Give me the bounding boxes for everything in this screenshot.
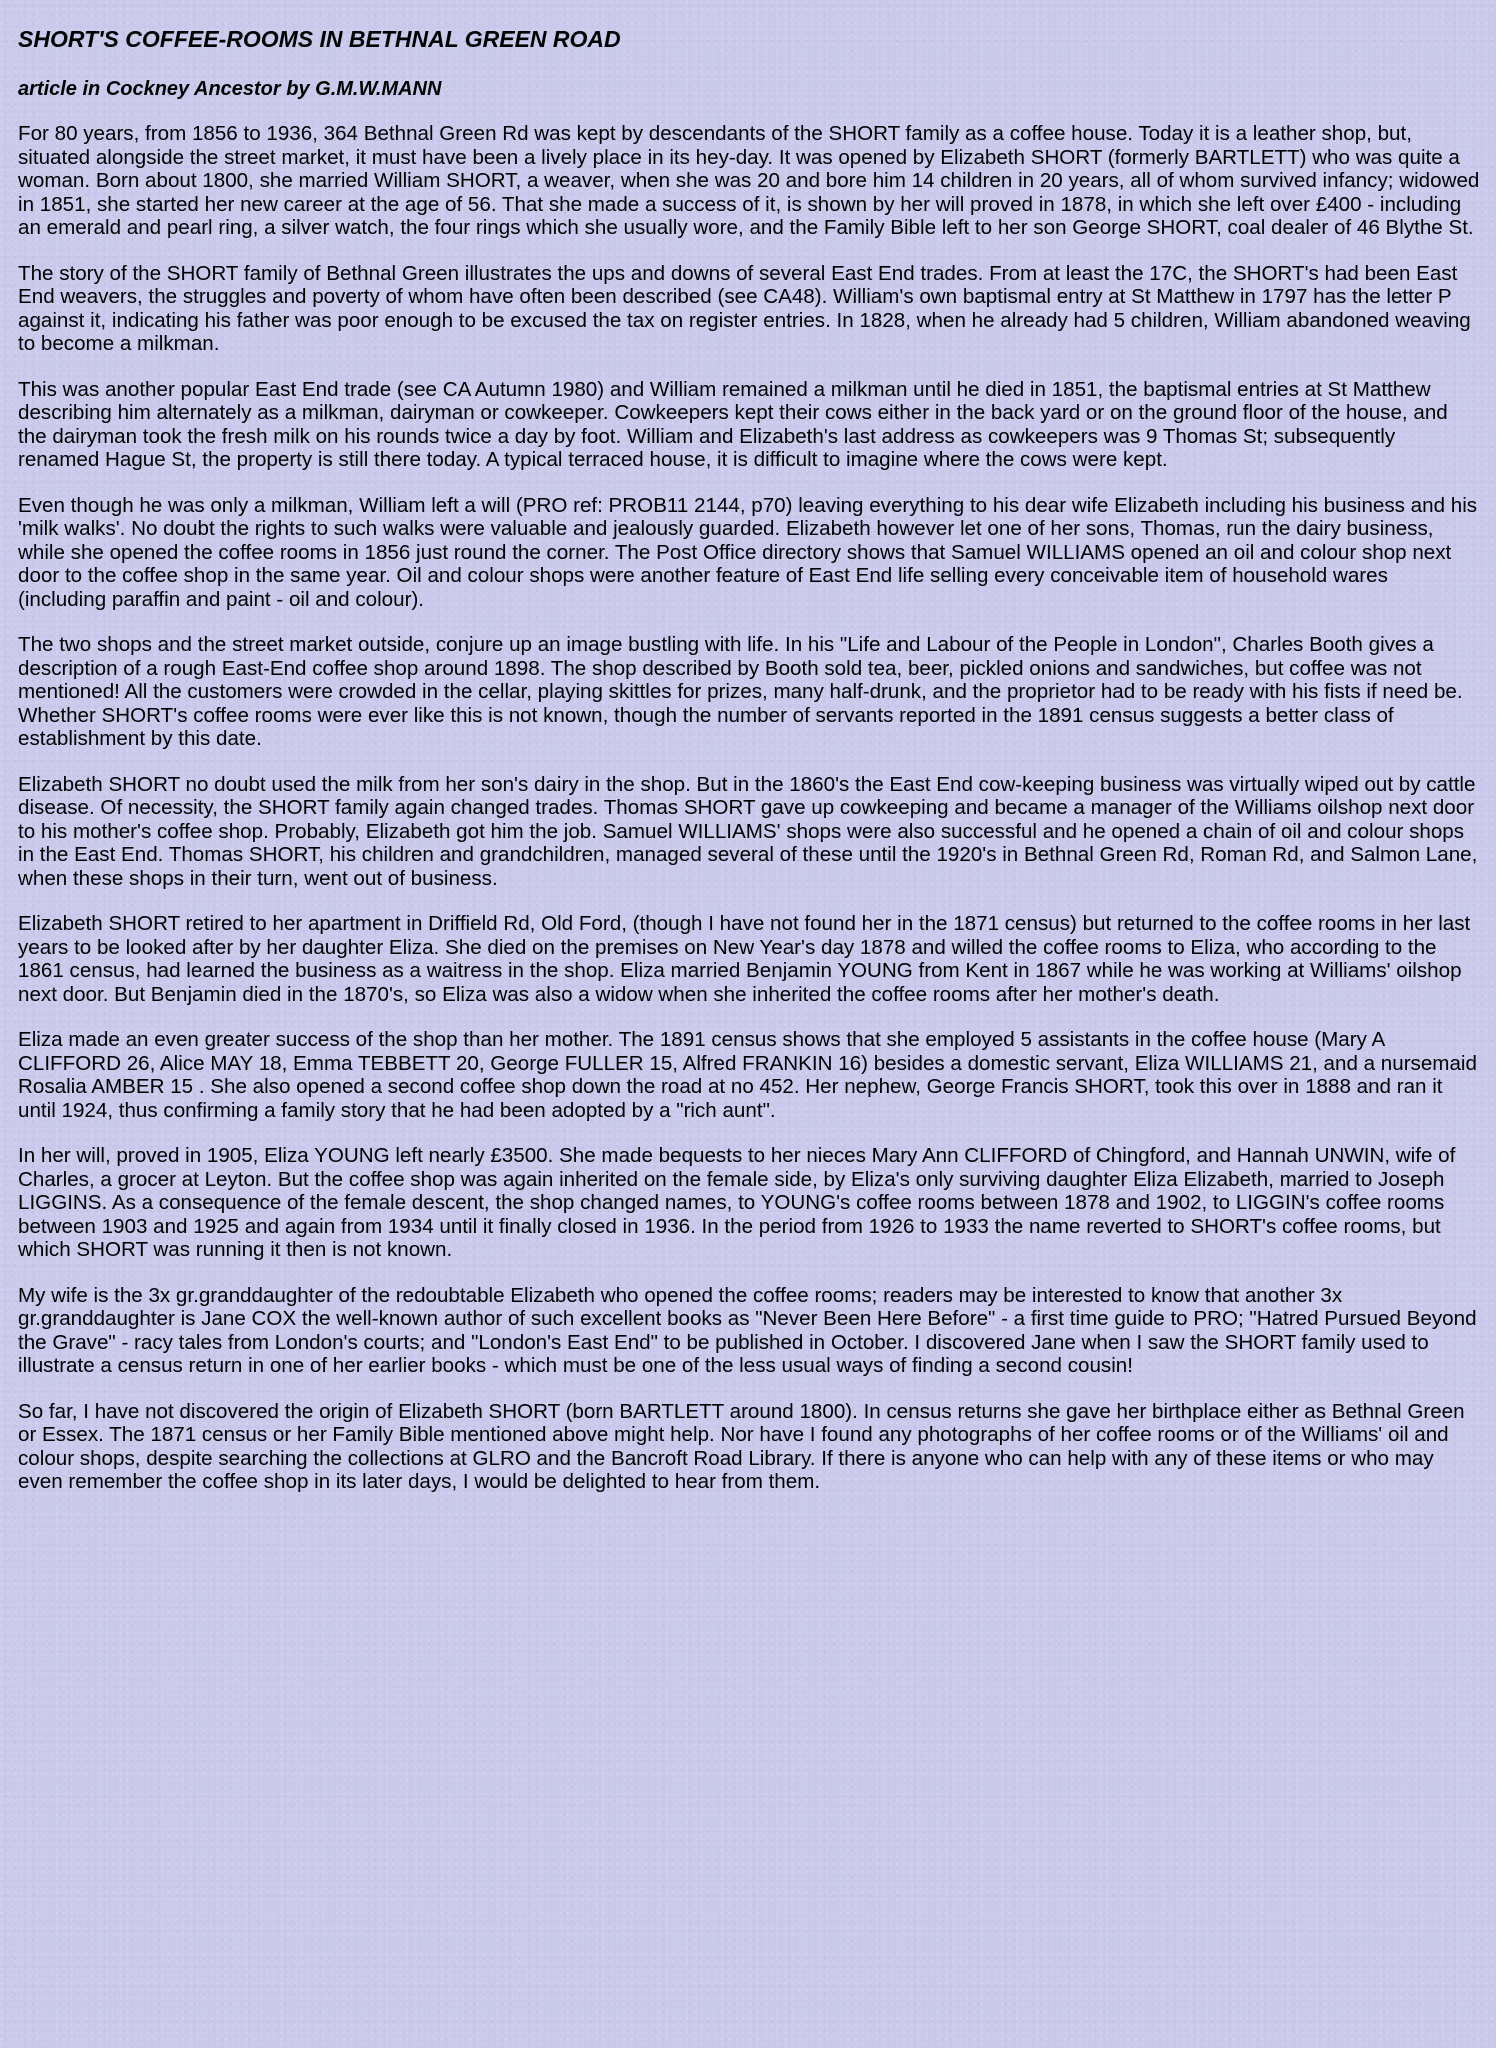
article	[18, 20, 1480, 1494]
article-paragraph: The story of the SHORT family of Bethnal Green illustrates the ups and downs of several East End trades. From at least the 17C, the SHORT's had been East End weavers, the struggles and poverty of whom have often been described (see CA48). William's own baptismal entry at St Matthew in 1797 has the letter P against it, indicating his father was poor enough to be excused the tax on register entries. In 1828, when he already had 5 children, William abandoned weaving to become a milkman.	[18, 261, 1471, 355]
article-paragraph: For 80 years, from 1856 to 1936, 364 Bethnal Green Rd was kept by descendants of the SHORT family as a coffee house. Today it is a leather shop, but, situated alongside the street market, it must have been a lively place in its hey-day. It was opened by Elizabeth SHORT (formerly BARTLETT) who was quite a woman. Born about 1800, she married William SHORT, a weaver, when she was 20 and bore him 14 children in 20 years, all of whom survived infancy; widowed in 1851, she started her new career at the age of 56. That she made a success of it, is shown by her will proved in 1878, in which she left over £400 - including an emerald and pearl ring, a silver watch, the four rings which she usually wore, and the Family Bible left to her son George SHORT, coal dealer of 46 Blythe St.	[18, 122, 1480, 239]
article-paragraph: So far, I have not discovered the origin of Elizabeth SHORT (born BARTLETT around 1800). In census returns she gave her birthplace either as Bethnal Green or Essex. The 1871 census or her Family Bible mentioned above might help. Nor have I found any photographs of her coffee rooms or of the Williams' oil and colour shops, despite searching the collections at GLRO and the Bancroft Road Library. If there is anyone who can help with any of these items or who may even remember the coffee shop in its later days, I would be delighted to hear from them.	[18, 1399, 1465, 1493]
article-paragraph: Even though he was only a milkman, William left a will (PRO ref: PROB11 2144, p70) leaving everything to his dear wife Elizabeth including his business and his 'milk walks'. No doubt the rights to such walks were valuable and jealously guarded. Elizabeth however let one of her sons, Thomas, run the dairy business, while she opened the coffee rooms in 1856 just round the corner. The Post Office directory shows that Samuel WILLIAMS opened an oil and colour shop next door to the coffee shop in the same year. Oil and colour shops were another feature of East End life selling every conceivable item of household wares (including paraffin and paint - oil and colour).	[18, 493, 1478, 611]
article-paragraph: This was another popular East End trade (see CA Autumn 1980) and William remained a milkman until he died in 1851, the baptismal entries at St Matthew describing him alternately as a milkman, dairyman or cowkeeper. Cowkeepers kept their cows either in the back yard or on the ground floor of the house, and the dairyman took the fresh milk on his rounds twice a day by foot. William and Elizabeth's last address as cowkeepers was 9 Thomas St; subsequently renamed Hague St, the property is still there today. A typical terraced house, it is difficult to imagine where the cows were kept.	[18, 377, 1448, 471]
article-paragraph: The two shops and the street market outside, conjure up an image bustling with life. In his "Life and Labour of the People in London", Charles Booth gives a description of a rough East-End coffee shop around 1898. The shop described by Booth sold tea, beer, pickled onions and sandwiches, but coffee was not mentioned! All the customers were crowded in the cellar, playing skittles for prizes, many half-drunk, and the proprietor had to be ready with his fists if need be. Whether SHORT's coffee rooms were ever like this is not known, though the number of servants reported in the 1891 census suggests a better class of establishment by this date.	[18, 633, 1463, 750]
article-paragraph: In her will, proved in 1905, Eliza YOUNG left nearly £3500. She made bequests to her nieces Mary Ann CLIFFORD of Chingford, and Hannah UNWIN, wife of Charles, a grocer at Leyton. But the coffee shop was again inherited on the female side, by Eliza's only surviving daughter Eliza Elizabeth, married to Joseph LIGGINS. As a consequence of the female descent, the shop changed names, to YOUNG's coffee rooms between 1878 and 1902, to LIGGIN's coffee rooms between 1903 and 1925 and again from 1934 until it finally closed in 1936. In the period from 1926 to 1933 the name reverted to SHORT's coffee rooms, but which SHORT was running it then is not known.	[18, 1144, 1456, 1261]
article-byline: article in Cockney Ancestor by G.M.W.MANN	[18, 78, 442, 100]
article-title: SHORT'S COFFEE-ROOMS IN BETHNAL GREEN ROAD	[18, 26, 621, 52]
article-paragraph: My wife is the 3x gr.granddaughter of the redoubtable Elizabeth who opened the coffee rooms; readers may be interested to know that another 3x gr.granddaughter is Jane COX the well-known author of such excellent books as "Never Been Here Before" - a first time guide to PRO; "Hatred Pursued Beyond the Grave" - racy tales from London's courts; and "London's East End" to be published in October. I discovered Jane when I saw the SHORT family used to illustrate a census return in one of her earlier books - which must be one of the less usual ways of finding a second cousin!	[18, 1283, 1477, 1377]
article-paragraph: Elizabeth SHORT retired to her apartment in Driffield Rd, Old Ford, (though I have not found her in the 1871 census) but returned to the coffee rooms in her last years to be looked after by her daughter Eliza. She died on the premises on New Year's day 1878 and willed the coffee rooms to Eliza, who according to the 1861 census, had learned the business as a waitress in the shop. Eliza married Benjamin YOUNG from Kent in 1867 while he was working at Williams' oilshop next door. But Benjamin died in the 1870's, so Eliza was also a widow when she inherited the coffee rooms after her mother's death.	[18, 912, 1471, 1006]
article-paragraph: Elizabeth SHORT no doubt used the milk from her son's dairy in the shop. But in the 1860's the East End cow-keeping business was virtually wiped out by cattle disease. Of necessity, the SHORT family again changed trades. Thomas SHORT gave up cowkeeping and became a manager of the Williams oilshop next door to his mother's coffee shop. Probably, Elizabeth got him the job. Samuel WILLIAMS' shops were also successful and he opened a chain of oil and colour shops in the East End. Thomas SHORT, his children and grandchildren, managed several of these until the 1920's in Bethnal Green Rd, Roman Rd, and Salmon Lane, when these shops in their turn, went out of business.	[18, 772, 1478, 890]
article-paragraph: Eliza made an even greater success of the shop than her mother. The 1891 census shows that she employed 5 assistants in the coffee house (Mary A CLIFFORD 26, Alice MAY 18, Emma TEBBETT 20, George FULLER 15, Alfred FRANKIN 16) besides a domestic servant, Eliza WILLIAMS 21, and a nursemaid Rosalia AMBER 15 . She also opened a second coffee shop down the road at no 452. Her nephew, George Francis SHORT, took this over in 1888 and ran it until 1924, thus confirming a family story that he had been adopted by a "rich aunt".	[18, 1028, 1477, 1122]
